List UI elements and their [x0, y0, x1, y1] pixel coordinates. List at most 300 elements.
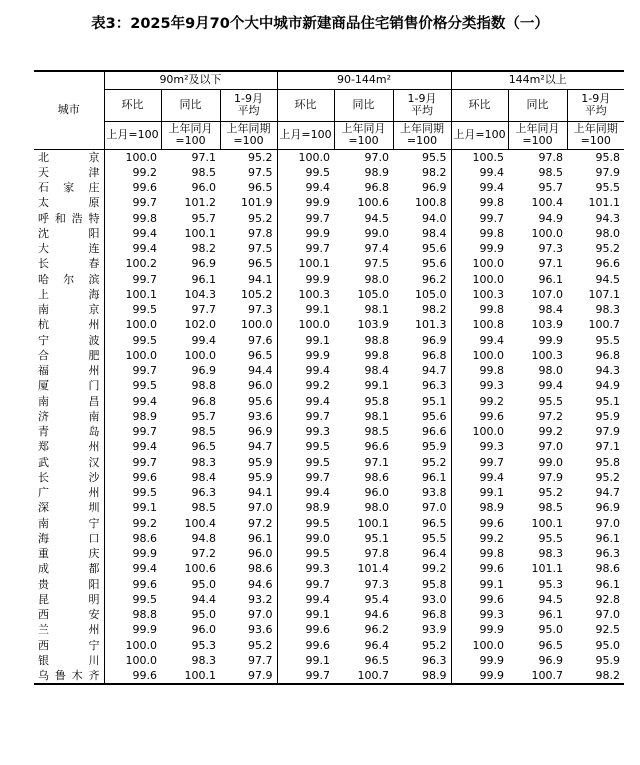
index-value: 94.1 [220, 272, 277, 287]
index-value: 95.0 [191, 577, 216, 591]
city-label: 石 家 庄 [38, 181, 100, 195]
city-label: 南 昌 [38, 394, 100, 408]
index-value: 97.7 [220, 653, 277, 668]
index-value: 95.1 [393, 394, 451, 409]
city-label: 杭 州 [38, 318, 100, 332]
index-value: 96.5 [191, 440, 216, 454]
index-value: 98.4 [191, 470, 216, 484]
index-value: 98.2 [393, 165, 451, 180]
index-value: 94.5 [595, 272, 620, 286]
table-row [34, 195, 624, 210]
index-value: 99.4 [479, 470, 504, 484]
index-value: 97.1 [595, 440, 620, 454]
index-value: 97.1 [191, 150, 216, 164]
index-value: 97.5 [364, 257, 389, 271]
city-name [34, 241, 104, 256]
index-value: 98.5 [538, 501, 563, 515]
index-value: 99.6 [479, 562, 504, 576]
index-value: 96.4 [393, 546, 451, 561]
table-row [34, 424, 624, 439]
index-value: 99.0 [538, 455, 563, 469]
index-value: 100.0 [125, 638, 157, 652]
index-value: 96.0 [220, 378, 277, 393]
index-value: 97.0 [595, 608, 620, 622]
table-row [34, 500, 624, 515]
index-value: 99.5 [305, 165, 330, 179]
index-value: 94.4 [220, 363, 277, 378]
index-value: 96.0 [191, 623, 216, 637]
city-name [34, 470, 104, 485]
index-value: 100.0 [125, 150, 157, 164]
index-value: 92.8 [595, 592, 620, 606]
index-value: 95.7 [538, 181, 563, 195]
index-value: 98.5 [538, 165, 563, 179]
city-name [34, 561, 104, 576]
index-value: 100.1 [298, 257, 330, 271]
index-value: 95.2 [393, 455, 451, 470]
index-value: 97.9 [595, 165, 620, 179]
index-value: 99.7 [277, 668, 334, 684]
index-value: 105.0 [393, 287, 451, 302]
city-label: 天 津 [38, 165, 100, 179]
index-value: 97.7 [191, 303, 216, 317]
index-value: 99.2 [132, 165, 157, 179]
index-value: 95.9 [220, 470, 277, 485]
index-value: 94.6 [364, 608, 389, 622]
index-value: 99.0 [364, 226, 389, 240]
index-value: 100.5 [472, 150, 504, 164]
index-value: 100.0 [472, 638, 504, 652]
city-name [34, 439, 104, 454]
city-name [34, 638, 104, 653]
index-value: 96.0 [191, 181, 216, 195]
index-value: 99.7 [305, 409, 330, 423]
city-label: 长 沙 [38, 470, 100, 484]
index-value: 95.5 [538, 531, 563, 545]
index-value: 96.5 [393, 516, 451, 531]
index-value: 95.2 [595, 470, 620, 484]
index-value: 95.3 [191, 638, 216, 652]
index-value: 95.8 [595, 150, 620, 164]
index-value: 99.6 [479, 516, 504, 530]
city-label: 郑 州 [38, 440, 100, 454]
index-value: 95.7 [191, 409, 216, 423]
city-label: 厦 门 [38, 379, 100, 393]
table-body [34, 149, 624, 684]
index-value: 99.7 [132, 425, 157, 439]
index-value: 99.2 [132, 516, 157, 530]
index-value: 100.6 [184, 562, 216, 576]
index-value: 100.0 [472, 425, 504, 439]
index-value: 93.8 [393, 485, 451, 500]
index-value: 96.0 [364, 486, 389, 500]
index-value: 99.4 [305, 486, 330, 500]
index-value: 98.3 [595, 303, 620, 317]
city-label: 广 州 [38, 486, 100, 500]
table-row [34, 272, 624, 287]
index-value: 97.0 [595, 516, 620, 530]
city-name [34, 378, 104, 393]
index-value: 99.9 [479, 242, 504, 256]
city-name [34, 302, 104, 317]
index-value: 99.4 [538, 379, 563, 393]
index-value: 100.0 [125, 653, 157, 667]
index-value: 99.9 [305, 226, 330, 240]
table-row [34, 363, 624, 378]
index-value: 96.5 [220, 180, 277, 195]
index-value: 104.3 [184, 287, 216, 301]
index-value: 98.6 [220, 561, 277, 576]
index-value: 95.9 [393, 439, 451, 454]
index-value: 98.5 [191, 165, 216, 179]
index-value: 100.0 [298, 150, 330, 164]
index-value: 99.5 [132, 303, 157, 317]
index-value: 105.2 [220, 287, 277, 302]
table-row [34, 470, 624, 485]
index-value: 100.0 [298, 318, 330, 332]
index-value: 98.0 [364, 272, 389, 286]
city-name [34, 165, 104, 180]
index-value: 100.0 [472, 257, 504, 271]
index-value: 97.2 [538, 409, 563, 423]
index-value: 94.0 [393, 211, 451, 226]
index-value: 96.5 [220, 256, 277, 271]
city-label: 乌 鲁 木 齐 [38, 669, 100, 683]
index-value: 98.9 [364, 165, 389, 179]
index-value: 99.8 [132, 211, 157, 225]
index-value: 100.2 [125, 257, 157, 271]
city-label: 呼 和 浩 特 [38, 211, 100, 225]
index-value: 100.0 [531, 226, 563, 240]
table-row [34, 439, 624, 454]
index-value: 99.6 [132, 181, 157, 195]
index-value: 98.6 [132, 531, 157, 545]
index-value: 98.5 [191, 425, 216, 439]
index-value: 97.6 [220, 333, 277, 348]
sub-header-row [34, 89, 624, 121]
city-name [34, 516, 104, 531]
index-value: 97.0 [538, 440, 563, 454]
group-header-small: 90m²及以下 [104, 71, 277, 89]
index-value: 100.8 [472, 318, 504, 332]
index-value: 96.8 [191, 394, 216, 408]
index-value: 99.9 [305, 196, 330, 210]
index-value: 99.1 [132, 501, 157, 515]
index-value: 97.5 [220, 241, 277, 256]
index-value: 94.5 [364, 211, 389, 225]
city-name [34, 317, 104, 332]
yoy-header: 同比 [334, 89, 393, 121]
index-value: 97.3 [220, 302, 277, 317]
city-name [34, 424, 104, 439]
index-value: 102.0 [184, 318, 216, 332]
index-value: 99.1 [305, 653, 330, 667]
base-header-row [34, 121, 624, 149]
index-value: 100.4 [531, 196, 563, 210]
index-value: 99.0 [305, 531, 330, 545]
index-value: 99.8 [479, 196, 504, 210]
city-label: 西 安 [38, 608, 100, 622]
index-value: 95.7 [191, 211, 216, 225]
index-value: 99.2 [305, 379, 330, 393]
index-value: 96.8 [364, 181, 389, 195]
index-value: 100.0 [125, 318, 157, 332]
index-value: 98.1 [364, 409, 389, 423]
index-value: 98.9 [132, 409, 157, 423]
index-value: 96.9 [393, 333, 451, 348]
table-row [34, 241, 624, 256]
ytd-base: 上年同期 =100 [393, 121, 451, 149]
index-value: 96.6 [393, 424, 451, 439]
index-value: 95.5 [393, 149, 451, 165]
index-value: 96.5 [364, 653, 389, 667]
index-value: 100.8 [393, 195, 451, 210]
city-name [34, 409, 104, 424]
table-row [34, 409, 624, 424]
index-value: 99.6 [305, 638, 330, 652]
index-value: 97.9 [595, 425, 620, 439]
index-value: 99.6 [104, 668, 161, 684]
index-value: 99.7 [305, 577, 330, 591]
index-value: 100.1 [184, 226, 216, 240]
index-value: 100.0 [184, 348, 216, 362]
city-label: 太 原 [38, 196, 100, 210]
index-value: 94.7 [393, 363, 451, 378]
table-row [34, 394, 624, 409]
city-label: 南 宁 [38, 516, 100, 530]
table-row [34, 180, 624, 195]
index-value: 95.1 [364, 531, 389, 545]
index-value: 95.8 [393, 577, 451, 592]
city-label: 昆 明 [38, 592, 100, 606]
index-value: 95.0 [595, 638, 620, 652]
index-value: 95.0 [191, 608, 216, 622]
index-value: 105.0 [357, 287, 389, 301]
city-name [34, 348, 104, 363]
index-value: 96.1 [595, 577, 620, 591]
city-name [34, 272, 104, 287]
index-value: 95.3 [538, 577, 563, 591]
index-value: 96.5 [538, 638, 563, 652]
table-row [34, 378, 624, 393]
index-value: 99.3 [479, 440, 504, 454]
index-value: 95.0 [538, 623, 563, 637]
index-value: 107.0 [531, 287, 563, 301]
index-value: 96.1 [538, 608, 563, 622]
city-label: 银 川 [38, 653, 100, 667]
city-label: 重 庆 [38, 547, 100, 561]
index-value: 99.4 [132, 226, 157, 240]
city-label: 福 州 [38, 364, 100, 378]
index-value: 99.6 [479, 592, 504, 606]
city-name [34, 546, 104, 561]
index-value: 93.6 [220, 409, 277, 424]
index-value: 96.9 [538, 653, 563, 667]
index-value: 98.4 [538, 303, 563, 317]
city-name [34, 149, 104, 165]
table-row [34, 165, 624, 180]
index-value: 95.2 [220, 638, 277, 653]
index-value: 96.6 [595, 257, 620, 271]
index-value: 100.1 [357, 516, 389, 530]
index-value: 98.3 [538, 547, 563, 561]
index-value: 96.9 [595, 501, 620, 515]
index-value: 94.8 [191, 531, 216, 545]
index-value: 99.4 [479, 165, 504, 179]
index-value: 99.6 [132, 470, 157, 484]
city-name [34, 211, 104, 226]
index-value: 94.5 [538, 592, 563, 606]
index-value: 96.6 [364, 440, 389, 454]
city-label: 青 岛 [38, 425, 100, 439]
city-name [34, 226, 104, 241]
table-row [34, 592, 624, 607]
city-label: 宁 波 [38, 333, 100, 347]
index-value: 93.9 [393, 622, 451, 637]
index-value: 96.5 [220, 348, 277, 363]
index-value: 95.2 [393, 638, 451, 653]
index-value: 100.7 [508, 668, 567, 684]
index-value: 98.8 [132, 608, 157, 622]
index-value: 96.3 [595, 547, 620, 561]
index-value: 99.8 [479, 364, 504, 378]
index-value: 99.5 [305, 547, 330, 561]
yoy-header: 同比 [508, 89, 567, 121]
table-row [34, 226, 624, 241]
index-value: 99.9 [479, 623, 504, 637]
index-value: 95.6 [393, 256, 451, 271]
city-name [34, 455, 104, 470]
index-value: 96.1 [538, 272, 563, 286]
index-value: 96.3 [393, 378, 451, 393]
mom-base: 上月=100 [451, 121, 508, 149]
ytd-header: 1-9月 平均 [567, 89, 624, 121]
index-value: 99.9 [305, 272, 330, 286]
index-value: 99.3 [305, 562, 330, 576]
index-value: 98.4 [364, 364, 389, 378]
index-value: 97.8 [220, 226, 277, 241]
table-row [34, 256, 624, 271]
index-value: 98.1 [364, 303, 389, 317]
index-value: 99.2 [479, 394, 504, 408]
index-value: 99.8 [479, 303, 504, 317]
index-value: 95.5 [393, 531, 451, 546]
index-value: 98.0 [595, 226, 620, 240]
index-value: 99.4 [191, 333, 216, 347]
index-value: 100.0 [125, 348, 157, 362]
table-row [34, 302, 624, 317]
index-value: 97.2 [220, 516, 277, 531]
city-label: 济 南 [38, 409, 100, 423]
index-value: 95.6 [393, 241, 451, 256]
index-value: 99.4 [132, 440, 157, 454]
mom-header: 环比 [451, 89, 508, 121]
index-value: 99.4 [132, 394, 157, 408]
index-value: 96.1 [191, 272, 216, 286]
index-value: 100.7 [588, 318, 620, 332]
index-value: 95.5 [595, 333, 620, 347]
index-value: 101.1 [531, 562, 563, 576]
mom-base: 上月=100 [277, 121, 334, 149]
index-value: 100.7 [334, 668, 393, 684]
city-name [34, 592, 104, 607]
group-header-large: 144m²以上 [451, 71, 624, 89]
index-value: 93.6 [220, 622, 277, 637]
index-value: 95.9 [595, 409, 620, 423]
index-value: 98.3 [191, 653, 216, 667]
city-name [34, 485, 104, 500]
index-value: 96.9 [220, 424, 277, 439]
index-value: 100.1 [531, 516, 563, 530]
index-value: 100.1 [161, 668, 220, 684]
city-label: 成 都 [38, 562, 100, 576]
index-value: 103.9 [531, 318, 563, 332]
city-name [34, 195, 104, 210]
city-label: 南 京 [38, 303, 100, 317]
city-label: 深 圳 [38, 501, 100, 515]
index-value: 97.1 [538, 257, 563, 271]
table-row [34, 622, 624, 637]
index-value: 99.9 [538, 333, 563, 347]
index-value: 99.9 [132, 623, 157, 637]
city-label: 兰 州 [38, 623, 100, 637]
index-value: 99.7 [305, 211, 330, 225]
index-value: 97.3 [364, 577, 389, 591]
table-row [34, 607, 624, 622]
index-value: 94.3 [595, 211, 620, 225]
index-value: 99.5 [305, 440, 330, 454]
index-value: 99.3 [305, 425, 330, 439]
city-label: 海 口 [38, 531, 100, 545]
index-value: 101.1 [588, 196, 620, 210]
index-value: 95.2 [538, 486, 563, 500]
city-name [34, 256, 104, 271]
index-value: 99.1 [364, 379, 389, 393]
index-value: 99.5 [305, 516, 330, 530]
index-value: 95.2 [595, 242, 620, 256]
index-value: 96.8 [393, 348, 451, 363]
index-value: 97.5 [220, 165, 277, 180]
index-value: 95.8 [595, 455, 620, 469]
index-value: 92.5 [595, 623, 620, 637]
table-row [34, 149, 624, 165]
index-value: 94.7 [220, 439, 277, 454]
index-value: 96.9 [191, 364, 216, 378]
index-value: 99.9 [451, 668, 508, 684]
table-row [34, 348, 624, 363]
index-value: 97.8 [538, 150, 563, 164]
table-row [34, 668, 624, 684]
index-value: 98.2 [191, 242, 216, 256]
index-value: 94.9 [538, 211, 563, 225]
index-value: 94.9 [595, 379, 620, 393]
index-value: 98.3 [191, 455, 216, 469]
index-value: 98.6 [595, 562, 620, 576]
yoy-base: 上年同月 =100 [334, 121, 393, 149]
index-value: 99.2 [393, 561, 451, 576]
city-name [34, 577, 104, 592]
city-name [34, 180, 104, 195]
index-value: 96.4 [364, 638, 389, 652]
index-value: 99.5 [132, 333, 157, 347]
index-value: 99.7 [132, 364, 157, 378]
yoy-base: 上年同月 =100 [508, 121, 567, 149]
city-name [34, 607, 104, 622]
city-label: 贵 阳 [38, 577, 100, 591]
yoy-header: 同比 [161, 89, 220, 121]
index-value: 93.0 [393, 592, 451, 607]
index-value: 99.9 [305, 348, 330, 362]
